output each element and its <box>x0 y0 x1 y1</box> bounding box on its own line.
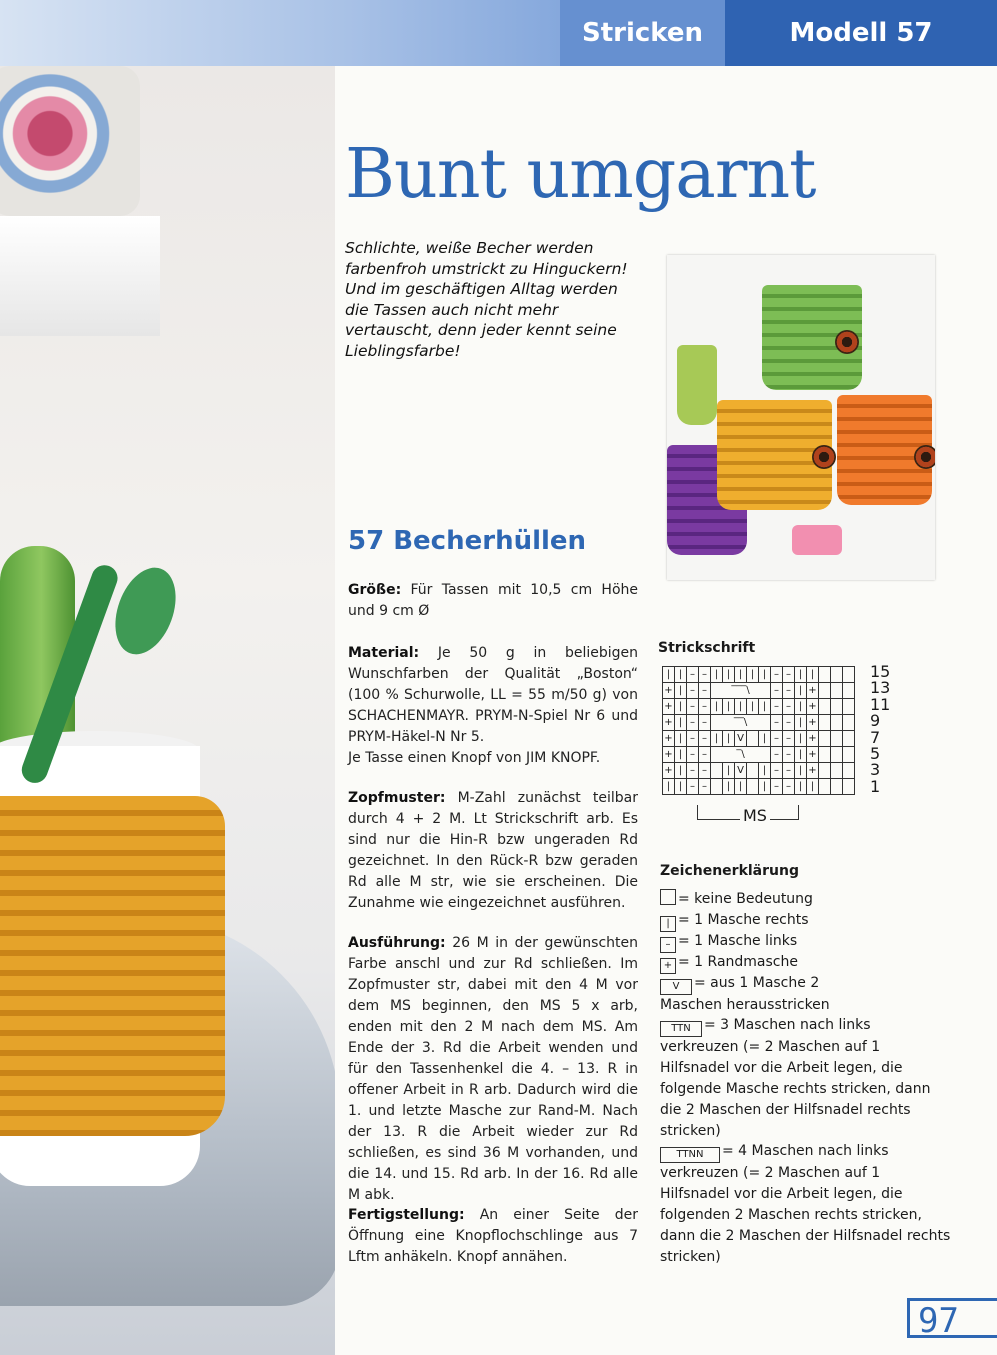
finishing-paragraph <box>348 1205 638 1268</box>
legend-symbol: V <box>660 979 692 995</box>
cups-photo <box>667 255 935 580</box>
knitting-chart <box>662 666 855 795</box>
chart-row-11: + | – – | | | | | – – | + <box>663 699 855 715</box>
size-text: Für Tassen mit 10,5 cm Höhe und 9 cm Ø <box>348 582 638 619</box>
section-label: Stricken <box>560 0 725 66</box>
legend-text: = aus 1 Masche 2 Maschen herausstricken <box>660 975 830 1013</box>
button-icon <box>835 330 859 354</box>
material-extra: Je Tasse einen Knopf von JIM KNOPF. <box>348 750 601 766</box>
chart-row-15: | | – – | | | | | – – | | <box>663 667 855 683</box>
row-number: 7 <box>870 727 881 747</box>
legend-symbol: | <box>660 916 676 932</box>
row-number: 15 <box>870 662 891 681</box>
legend-symbol <box>660 889 676 905</box>
execution-text: 26 M in der gewünschten Farbe anschl und zur Rd schließen. Im Zopfmuster str, dabei mit den 4 M vor dem MS beginnen, den MS 5 x arb, enden mit den 2 M nach dem MS. Am Ende der 3. Rd die Arbeit wenden und für den Tassenhenkel die 4. – 13. R in offener Arbeit in R arb. Dadurch wird die 1. und letzte Masche zur Rand-M. Nach der 13. R die Arbeit wieder zur Rd schließen, es sind 36 M vorhanden, und die 14. und 15. Rd arb. In der 16. Rd alle M abk. <box>348 935 639 1203</box>
pattern-paragraph <box>348 788 638 914</box>
material-paragraph <box>348 643 638 769</box>
ms-label: MS <box>740 806 770 825</box>
chart-row-numbers <box>870 664 890 795</box>
chart-row-1: | | – – | | | – – | | <box>663 779 855 795</box>
row-number: 3 <box>870 760 881 780</box>
button-icon <box>812 445 836 469</box>
legend-symbol: – <box>660 937 676 953</box>
legend-item <box>660 1141 952 1268</box>
shelf <box>0 216 160 336</box>
pattern-text: M-Zahl zunächst teilbar durch 4 + 2 M. Lt Strickschrift arb. Es sind nur die Hin-R bzw ungeraden Rd gezeichnet. In den Rück-R bzw geraden Rd alle M str, wie sie erscheinen. Die Zunahme wie eingezeichnet ausführen. <box>348 790 638 911</box>
model-label: Modell 57 <box>725 0 997 66</box>
row-number: 11 <box>870 694 891 714</box>
chart-row-3: + | – – | V | – – | + <box>663 763 855 779</box>
legend-item <box>660 952 960 974</box>
finishing-text: An einer Seite der Öffnung eine Knopflochschlinge aus 7 Lftm anhäkeln. Knopf annähen. <box>348 1207 639 1265</box>
material-label: Material: <box>348 645 420 661</box>
legend-text: = 1 Masche rechts <box>678 912 809 928</box>
candy-bowl <box>0 66 140 216</box>
chart-title: Strickschrift <box>658 640 756 656</box>
legend-text: = 1 Randmasche <box>678 954 798 970</box>
legend-title: Zeichenerklärung <box>660 863 799 879</box>
page-title: Bunt umgarnt <box>345 135 816 214</box>
chart-row-7: + | – – | | V | – – | + <box>663 731 855 747</box>
candy <box>792 525 842 555</box>
finishing-label: Fertigstellung: <box>348 1207 465 1223</box>
execution-label: Ausführung: <box>348 935 446 951</box>
page-number: 97 <box>907 1298 997 1338</box>
chart-row-13: + | – – ‾‾‾\ – – | + <box>663 683 855 699</box>
execution-paragraph <box>348 933 638 1206</box>
legend-item <box>660 1015 950 1142</box>
legend-text: = 1 Masche links <box>678 933 798 949</box>
legend-item <box>660 910 960 932</box>
button-icon <box>914 445 935 469</box>
vase <box>677 345 717 425</box>
row-number: 5 <box>870 744 881 764</box>
legend-symbol: + <box>660 958 676 974</box>
intro-text: Schlichte, weiße Becher werden farbenfroh umstrickt zu Hinguckern! Und im geschäftigen Alltag werden die Tassen auch nicht mehr vertauscht, denn jeder kennt seine Lieblingsfarbe! <box>345 239 628 360</box>
legend-item <box>660 973 870 1016</box>
chart-row-5: + | – – ‾\ – – | + <box>663 747 855 763</box>
legend-text: = 3 Maschen nach links verkreuzen (= 2 Maschen auf 1 Hilfsnadel vor die Arbeit legen, die folgende Masche rechts stricken, dann die 2 Maschen der Hilfsnadel rechts stricken) <box>660 1017 931 1139</box>
section-heading: 57 Becherhüllen <box>348 526 587 556</box>
legend-symbol: TTN <box>660 1021 702 1037</box>
legend-symbol: TTNN <box>660 1147 720 1163</box>
size-paragraph <box>348 580 638 622</box>
chart-row-9: + | – – ‾‾\ – – | + <box>663 715 855 731</box>
row-number: 1 <box>870 776 881 796</box>
legend-text: = 4 Maschen nach links verkreuzen (= 2 Maschen auf 1 Hilfsnadel vor die Arbeit legen, die folgenden 2 Maschen rechts stricken, dann die 2 Maschen der Hilfsnadel rechts stricken) <box>660 1143 951 1265</box>
legend-item <box>660 931 960 953</box>
legend-text: = keine Bedeutung <box>678 891 813 907</box>
material-text: Je 50 g in beliebigen Wunschfarben der Qualität „Boston“ (100 % Schurwolle, LL = 55 m/50 g) von SCHACHENMAYR. PRYM-N-Spiel Nr 6 und PRYM-Häkel-N Nr 5. <box>348 645 638 745</box>
row-number: 9 <box>870 711 881 731</box>
mug-photo <box>0 66 335 1355</box>
header-bar <box>0 0 997 66</box>
legend-item <box>660 889 960 910</box>
yellow-sleeve <box>0 796 225 1136</box>
size-label: Größe: <box>348 582 402 598</box>
row-number: 13 <box>870 678 891 698</box>
pattern-label: Zopfmuster: <box>348 790 446 806</box>
